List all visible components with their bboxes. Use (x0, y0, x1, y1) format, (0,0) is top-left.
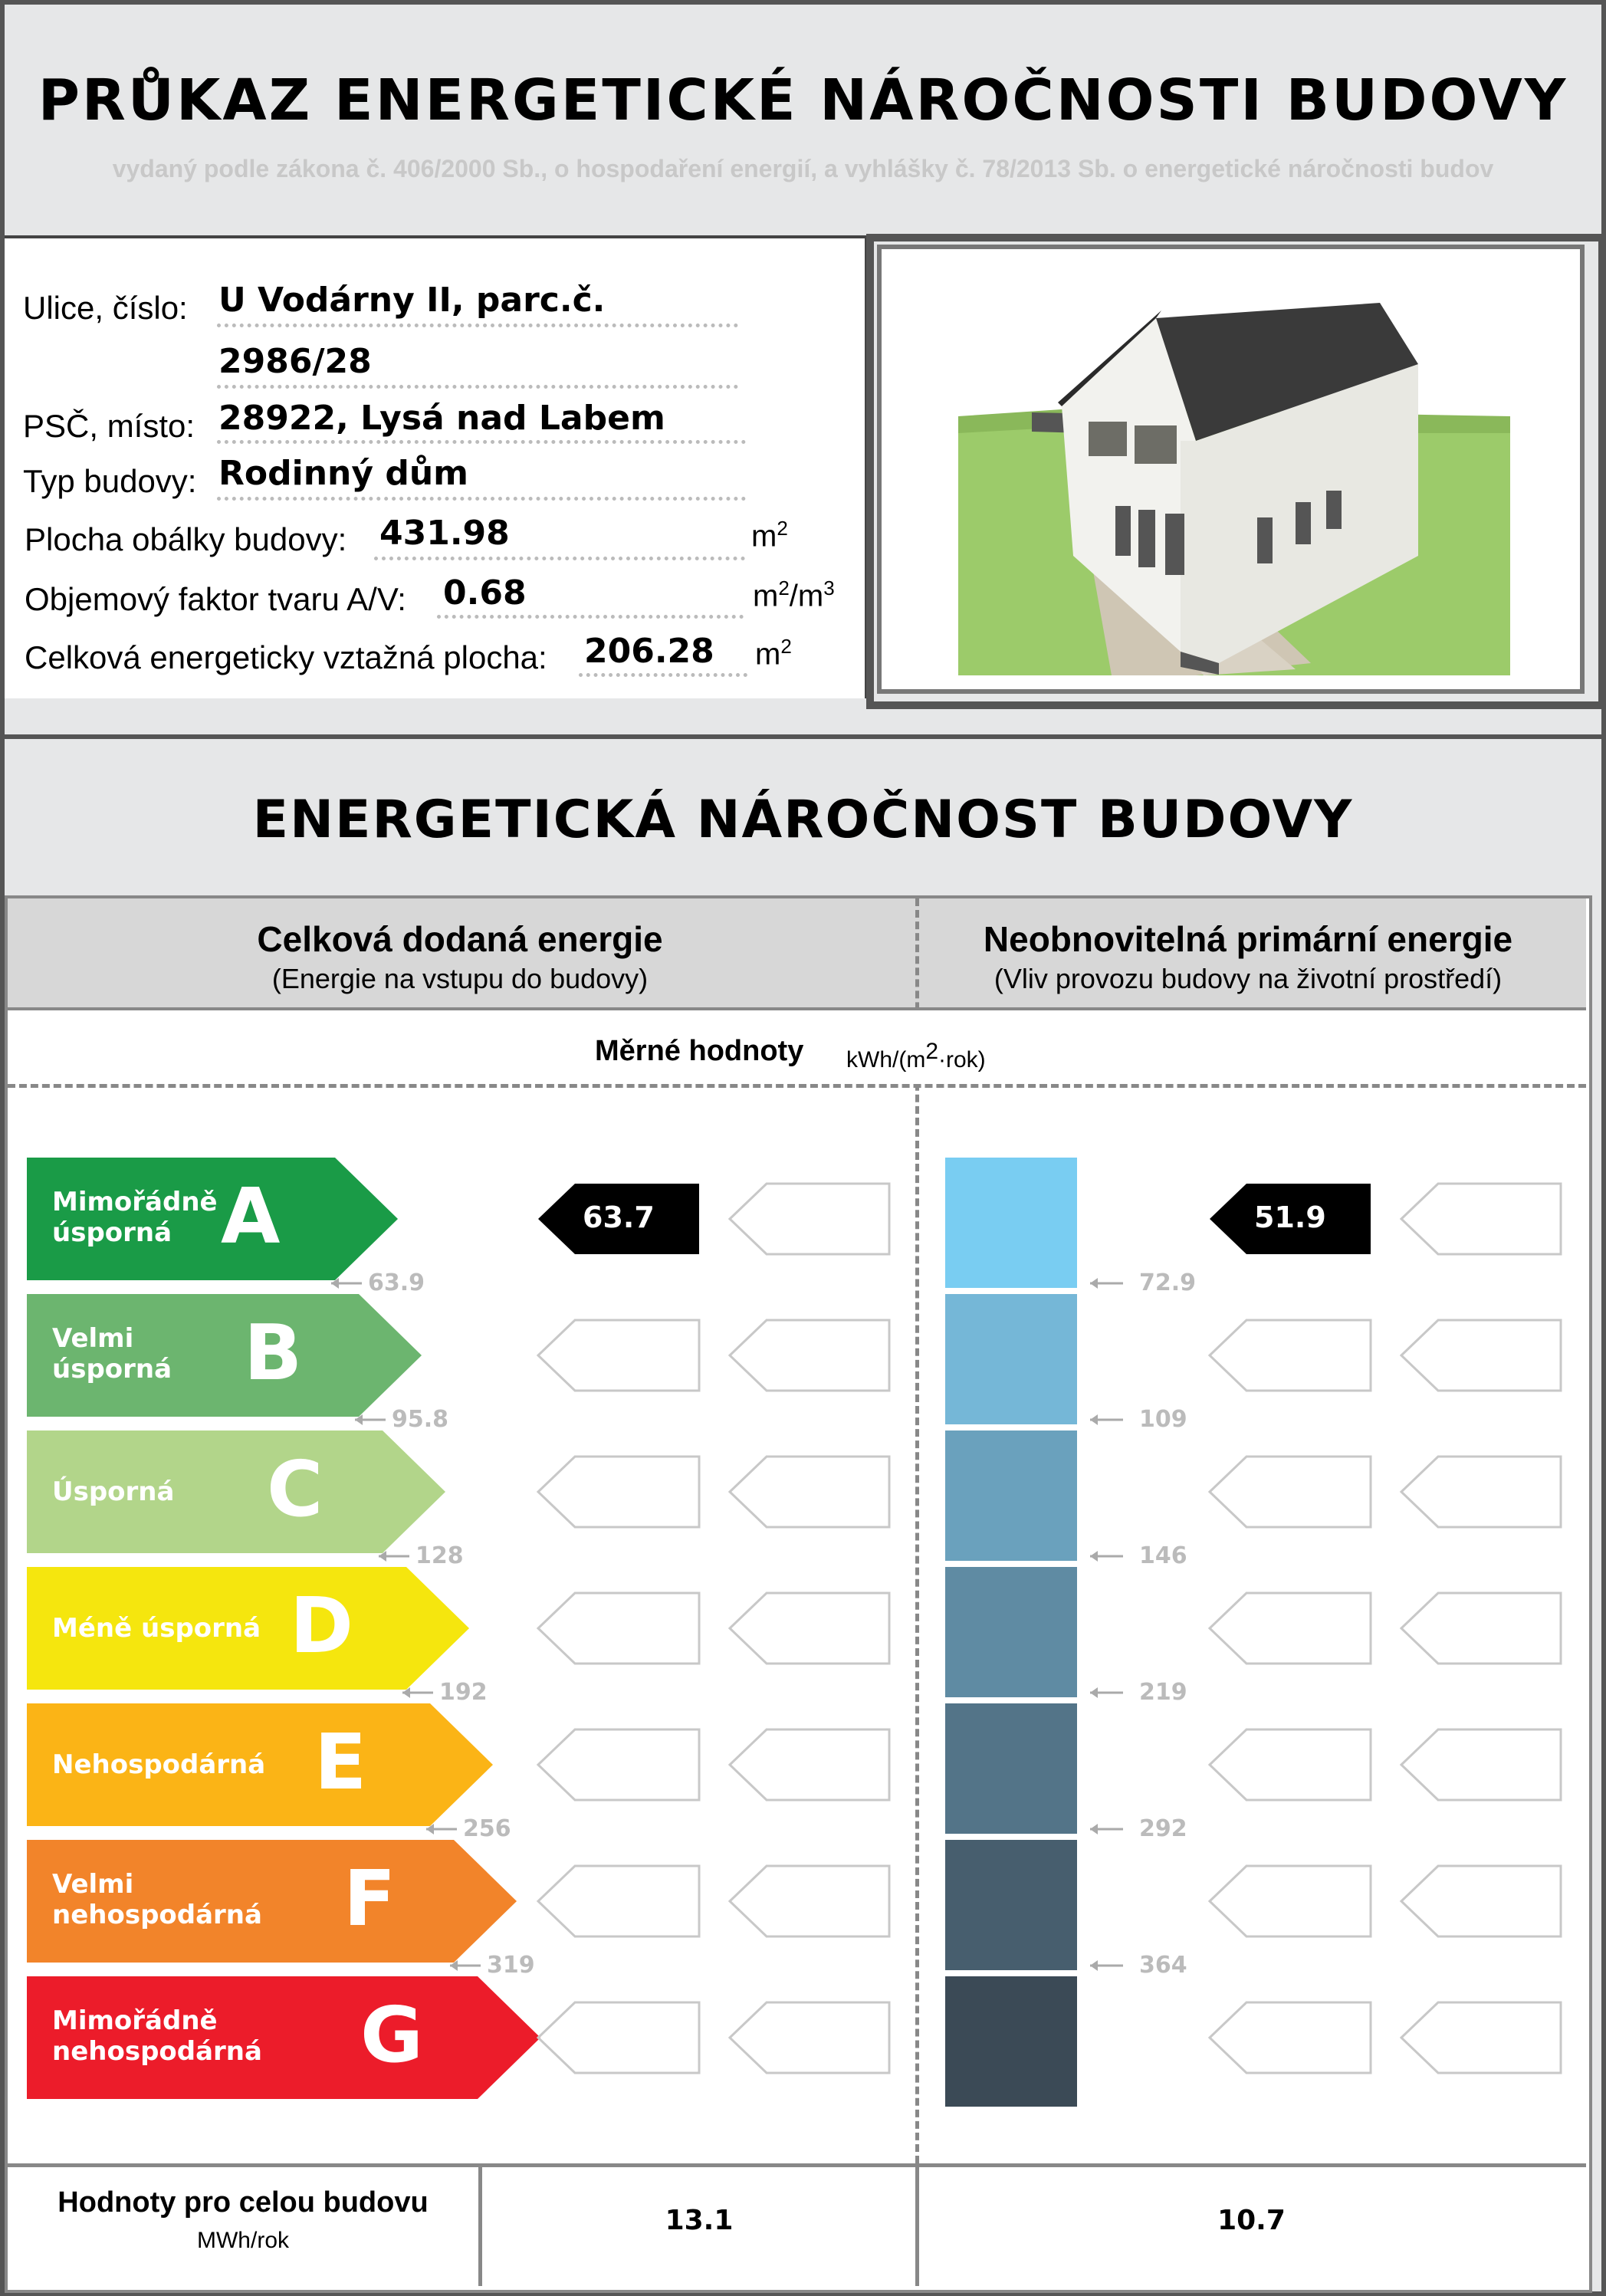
primary-limit-arrowhead (1090, 1960, 1098, 1971)
address-value-line2: 2986/28 (218, 342, 372, 381)
delivered-limit-label: 256 (463, 1815, 511, 1842)
primary-empty-marker (1210, 1593, 1371, 1664)
delivered-energy-heading: Celková dodaná energie (257, 919, 663, 959)
delivered-empty-marker (730, 2002, 889, 2073)
rating-title: ENERGETICKÁ NÁROČNOST BUDOVY (252, 790, 1354, 850)
primary-empty-marker (1401, 2002, 1561, 2073)
delivered-energy-value-marker-text: 63.7 (583, 1201, 655, 1234)
primary-empty-marker (1401, 1457, 1561, 1527)
class-f-label: Velmi nehospodárná (52, 1869, 262, 1930)
class-d-letter: D (290, 1581, 354, 1670)
primary-empty-marker (1401, 1184, 1561, 1254)
primary-limit-label: 292 (1139, 1815, 1187, 1842)
reference-area-label: Celková energeticky vztažná plocha: (25, 639, 547, 675)
class-b-letter: B (244, 1308, 303, 1398)
class-e-letter: E (314, 1717, 367, 1807)
primary-empty-marker (1401, 1593, 1561, 1664)
class-c-label: Úsporná (52, 1476, 175, 1507)
delivered-limit-label: 319 (487, 1952, 535, 1979)
primary-limit-arrowhead (1090, 1414, 1098, 1425)
address-label: Ulice, číslo: (23, 290, 188, 326)
class-a-label: Mimořádně úsporná (52, 1187, 218, 1248)
primary-scale-segment (945, 1430, 1077, 1561)
primary-limit-label: 72.9 (1139, 1270, 1197, 1296)
delivered-empty-marker (730, 1457, 889, 1527)
building-type-label: Typ budovy: (23, 463, 197, 499)
class-d-label: Méně úsporná (52, 1613, 261, 1644)
class-c-letter: C (267, 1444, 323, 1534)
primary-limit-label: 364 (1139, 1952, 1187, 1979)
city-value: 28922, Lysá nad Labem (218, 399, 665, 438)
building-type-value: Rodinný dům (218, 454, 469, 493)
envelope-value: 431.98 (379, 514, 510, 553)
primary-limit-arrowhead (1090, 1278, 1098, 1289)
specific-values-unit: kWh/$(m^2\cdot rok)$ (846, 1039, 986, 1072)
primary-scale-segment (945, 1703, 1077, 1834)
address-value-line1: U Vodárny II, parc.č. (218, 281, 606, 320)
delivered-empty-marker (538, 1593, 699, 1664)
class-e-label: Nehospodárná (52, 1749, 266, 1780)
primary-limit-arrowhead (1090, 1824, 1098, 1835)
primary-energy-subheading: (Vliv provozu budovy na životní prostředí) (993, 963, 1503, 994)
shape-factor-label: Objemový faktor tvaru A/V: (25, 581, 406, 617)
class-g-label: Mimořádně nehospodárná (52, 2005, 262, 2067)
envelope-label: Plocha obálky budovy: (25, 521, 347, 557)
primary-limit-arrowhead (1090, 1551, 1098, 1562)
primary-limit-label: 109 (1139, 1406, 1187, 1433)
class-f-letter: F (343, 1854, 396, 1943)
envelope-unit: $m^2$ (751, 517, 788, 553)
reference-area-value: 206.28 (584, 632, 714, 671)
primary-empty-marker (1401, 1866, 1561, 1936)
primary-limit-label: 146 (1139, 1542, 1187, 1569)
primary-limit-arrowhead (1090, 1687, 1098, 1698)
primary-scale-segment (945, 1840, 1077, 1970)
class-b-label: Velmi úsporná (52, 1323, 172, 1384)
primary-energy-value-marker-text: 51.9 (1254, 1201, 1326, 1234)
primary-empty-marker (1210, 1457, 1371, 1527)
delivered-limit-label: 192 (439, 1679, 488, 1706)
delivered-limit-label: 128 (415, 1542, 464, 1569)
primary-empty-marker (1210, 1320, 1371, 1391)
shape-factor-unit: $m^2/m^3$ (753, 576, 835, 613)
reference-area-unit: $m^2$ (755, 635, 792, 672)
totals-unit: MWh/rok (197, 2228, 289, 2253)
delivered-empty-marker (538, 1729, 699, 1800)
class-a-letter: A (221, 1171, 281, 1261)
primary-energy-heading: Neobnovitelná primární energie (983, 919, 1513, 959)
total-delivered-energy: 13.1 (665, 2205, 734, 2236)
delivered-empty-marker (730, 1729, 889, 1800)
delivered-empty-marker (538, 1866, 699, 1936)
primary-limit-label: 219 (1139, 1679, 1187, 1706)
class-g-letter: G (360, 1990, 424, 2080)
delivered-empty-marker (730, 1184, 889, 1254)
delivered-empty-marker (730, 1866, 889, 1936)
delivered-energy-subheading: (Energie na vstupu do budovy) (271, 963, 649, 994)
delivered-empty-marker (730, 1320, 889, 1391)
delivered-limit-label: 63.9 (368, 1270, 425, 1296)
primary-empty-marker (1210, 1729, 1371, 1800)
primary-empty-marker (1401, 1320, 1561, 1391)
delivered-limit-label: 95.8 (392, 1406, 449, 1433)
specific-values-label: Měrné hodnoty (595, 1035, 804, 1067)
page-subtitle: vydaný podle zákona č. 406/2000 Sb., o hospodaření energií, a vyhlášky č. 78/2013 Sb. o energetické náročnosti budov (112, 155, 1494, 182)
primary-scale-segment (945, 1158, 1077, 1288)
delivered-empty-marker (538, 1457, 699, 1527)
delivered-empty-marker (538, 2002, 699, 2073)
total-primary-energy: 10.7 (1217, 2205, 1286, 2236)
primary-scale-segment (945, 1976, 1077, 2107)
totals-label: Hodnoty pro celou budovu (57, 2186, 429, 2219)
primary-empty-marker (1210, 2002, 1371, 2073)
delivered-empty-marker (730, 1593, 889, 1664)
shape-factor-value: 0.68 (443, 573, 527, 613)
primary-empty-marker (1210, 1866, 1371, 1936)
city-label: PSČ, místo: (23, 408, 195, 444)
primary-scale-segment (945, 1294, 1077, 1424)
page-title: PRŮKAZ ENERGETICKÉ NÁROČNOSTI BUDOVY (38, 67, 1568, 133)
primary-empty-marker (1401, 1729, 1561, 1800)
primary-scale-segment (945, 1567, 1077, 1697)
delivered-empty-marker (538, 1320, 699, 1391)
